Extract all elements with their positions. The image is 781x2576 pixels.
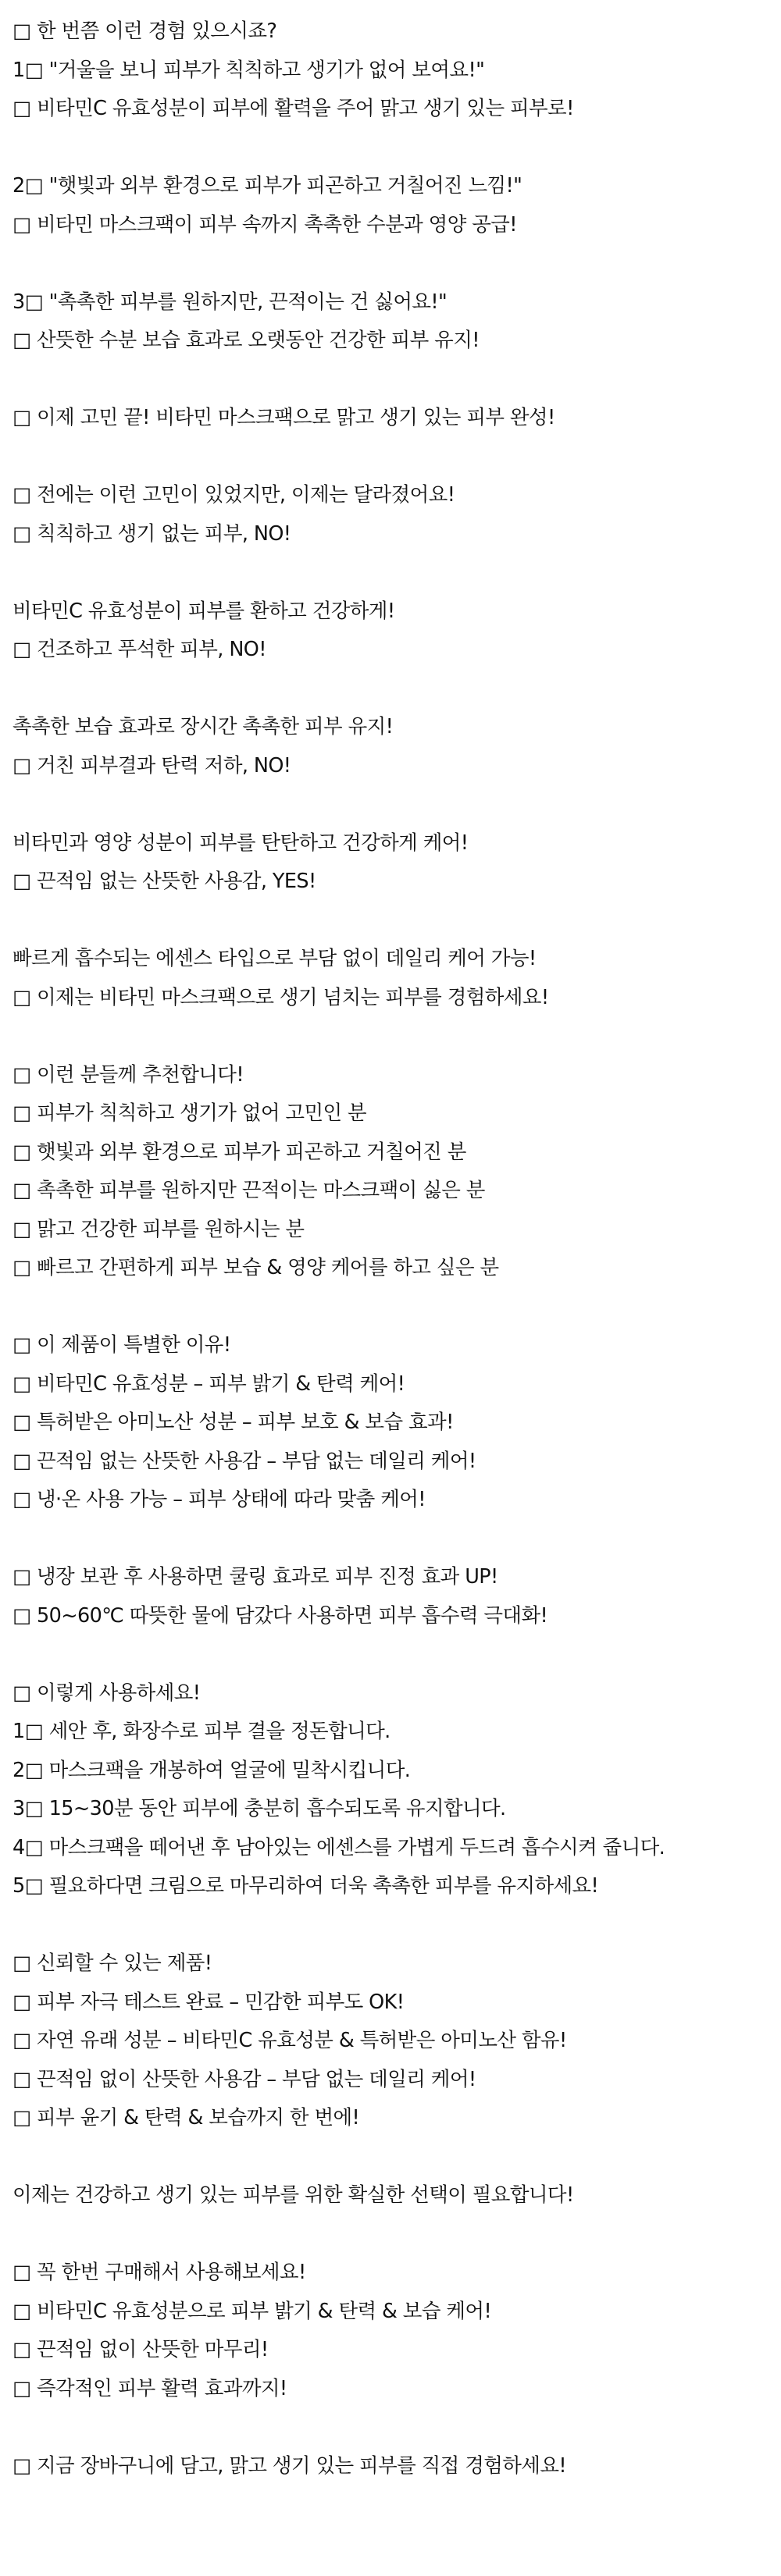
text-line: □ 끈적임 없는 산뜻한 사용감, YES!: [12, 870, 316, 893]
paragraph-spacer: [12, 670, 781, 709]
paragraph-spacer: [12, 553, 781, 592]
text-line: 빠르게 흡수되는 에센스 타입으로 부담 없이 데일리 케어 가능!: [12, 947, 537, 970]
text-line: □ 냉장 보관 후 사용하면 쿨링 효과로 피부 진정 효과 UP!: [12, 1565, 498, 1589]
paragraph-spacer: [12, 2138, 781, 2177]
text-line: 비타민과 영양 성분이 피부를 탄탄하고 건강하게 케어!: [12, 831, 469, 855]
text-line: □ 특허받은 아미노산 성분 – 피부 보호 & 보습 효과!: [12, 1411, 454, 1434]
paragraph-spacer: [12, 1906, 781, 1945]
text-line: □ 끈적임 없는 산뜻한 사용감 – 부담 없는 데일리 케어!: [12, 1449, 476, 1473]
text-line: □ 50~60℃ 따뜻한 물에 담갔다 사용하면 피부 흡수력 극대화!: [12, 1603, 548, 1628]
paragraph-spacer: [12, 2215, 781, 2254]
paragraph-spacer: [12, 1520, 781, 1559]
text-line: □ 이제 고민 끝! 비타민 마스크팩으로 맑고 생기 있는 피부 완성!: [12, 406, 555, 429]
text-line: 3□ 15~30분 동안 피부에 충분히 흡수되도록 유지합니다.: [12, 1797, 506, 1820]
text-line: □ 이제는 비타민 마스크팩으로 생기 넘치는 피부를 경험하세요!: [12, 985, 549, 1009]
text-line: □ 자연 유래 성분 – 비타민C 유효성분 & 특허받은 아미노산 함유!: [12, 2029, 567, 2052]
text-line: □ 비타민C 유효성분이 피부에 활력을 주어 맑고 생기 있는 피부로!: [12, 97, 574, 120]
paragraph-spacer: [12, 785, 781, 824]
paragraph-spacer: [12, 361, 781, 400]
text-line: □ 비타민 마스크팩이 피부 속까지 촉촉한 수분과 영양 공급!: [12, 212, 517, 237]
text-line: □ 피부가 칙칙하고 생기가 없어 고민인 분: [12, 1101, 367, 1125]
text-line: 4□ 마스크팩을 떼어낸 후 남아있는 에센스를 가볍게 두드려 흡수시켜 줍니다.: [12, 1835, 665, 1859]
text-line: □ 비타민C 유효성분으로 피부 밝기 & 탄력 & 보습 케어!: [12, 2299, 492, 2323]
text-line: □ 촉촉한 피부를 원하지만 끈적이는 마스크팩이 싫은 분: [12, 1179, 485, 1202]
text-line: □ 꼭 한번 구매해서 사용해보세요!: [12, 2261, 306, 2284]
paragraph-spacer: [12, 438, 781, 477]
text-line: 비타민C 유효성분이 피부를 환하고 건강하게!: [12, 599, 395, 623]
text-line: □ 햇빛과 외부 환경으로 피부가 피곤하고 거칠어진 분: [12, 1140, 466, 1164]
text-line: □ 냉·온 사용 가능 – 피부 상태에 따라 맞춤 케어!: [12, 1488, 426, 1511]
paragraph-spacer: [12, 1635, 781, 1674]
text-line: 5□ 필요하다면 크림으로 마무리하여 더욱 촉촉한 피부를 유지하세요!: [12, 1874, 599, 1898]
text-line: □ 칙칙하고 생기 없는 피부, NO!: [12, 521, 291, 546]
text-line: □ 맑고 건강한 피부를 원하시는 분: [12, 1217, 305, 1241]
paragraph-spacer: [12, 129, 781, 168]
text-line: □ 빠르고 간편하게 피부 보습 & 영양 케어를 하고 싶은 분: [12, 1256, 499, 1279]
text-line: □ 전에는 이런 고민이 있었지만, 이제는 달라졌어요!: [12, 483, 455, 507]
text-line: 2□ 마스크팩을 개봉하여 얼굴에 밀착시킵니다.: [12, 1758, 411, 1782]
text-line: □ 피부 자극 테스트 완료 – 민감한 피부도 OK!: [12, 1990, 405, 2014]
text-line: □ 산뜻한 수분 보습 효과로 오랫동안 건강한 피부 유지!: [12, 329, 480, 352]
paragraph-spacer: [12, 2408, 781, 2447]
text-line: □ 끈적임 없이 산뜻한 마무리!: [12, 2338, 269, 2361]
text-line: 이제는 건강하고 생기 있는 피부를 위한 확실한 선택이 필요합니다!: [12, 2183, 574, 2207]
text-line: 2□ "햇빛과 외부 환경으로 피부가 피곤하고 거칠어진 느낌!": [12, 174, 522, 197]
text-line: 촉촉한 보습 효과로 장시간 촉촉한 피부 유지!: [12, 715, 394, 738]
text-line: □ 피부 윤기 & 탄력 & 보습까지 한 번에!: [12, 2106, 360, 2129]
text-line: □ 끈적임 없이 산뜻한 사용감 – 부담 없는 데일리 케어!: [12, 2067, 476, 2091]
paragraph-spacer: [12, 1288, 781, 1327]
text-line: □ 건조하고 푸석한 피부, NO!: [12, 638, 266, 661]
paragraph-spacer: [12, 902, 781, 941]
text-line: □ 신뢰할 수 있는 제품!: [12, 1952, 212, 1975]
paragraph-spacer: [12, 244, 781, 283]
text-line: □ 즉각적인 피부 활력 효과까지!: [12, 2376, 287, 2400]
text-line: □ 지금 장바구니에 담고, 맑고 생기 있는 피부를 직접 경험하세요!: [12, 2453, 566, 2478]
text-line: □ 이런 분들께 추천합니다!: [12, 1062, 244, 1087]
text-line: □ 이 제품이 특별한 이유!: [12, 1333, 231, 1357]
text-line: □ 이렇게 사용하세요!: [12, 1681, 201, 1705]
paragraph-spacer: [12, 1017, 781, 1056]
text-line: 3□ "촉촉한 피부를 원하지만, 끈적이는 건 싫어요!": [12, 290, 448, 314]
text-line: 1□ 세안 후, 화장수로 피부 결을 정돈합니다.: [12, 1720, 390, 1743]
text-line: □ 한 번쯤 이런 경험 있으시죠?: [12, 20, 277, 43]
text-line: □ 거친 피부결과 탄력 저하, NO!: [12, 753, 291, 777]
text-line: □ 비타민C 유효성분 – 피부 밝기 & 탄력 케어!: [12, 1372, 405, 1396]
text-line: 1□ "거울을 보니 피부가 칙칙하고 생기가 없어 보여요!": [12, 58, 485, 82]
